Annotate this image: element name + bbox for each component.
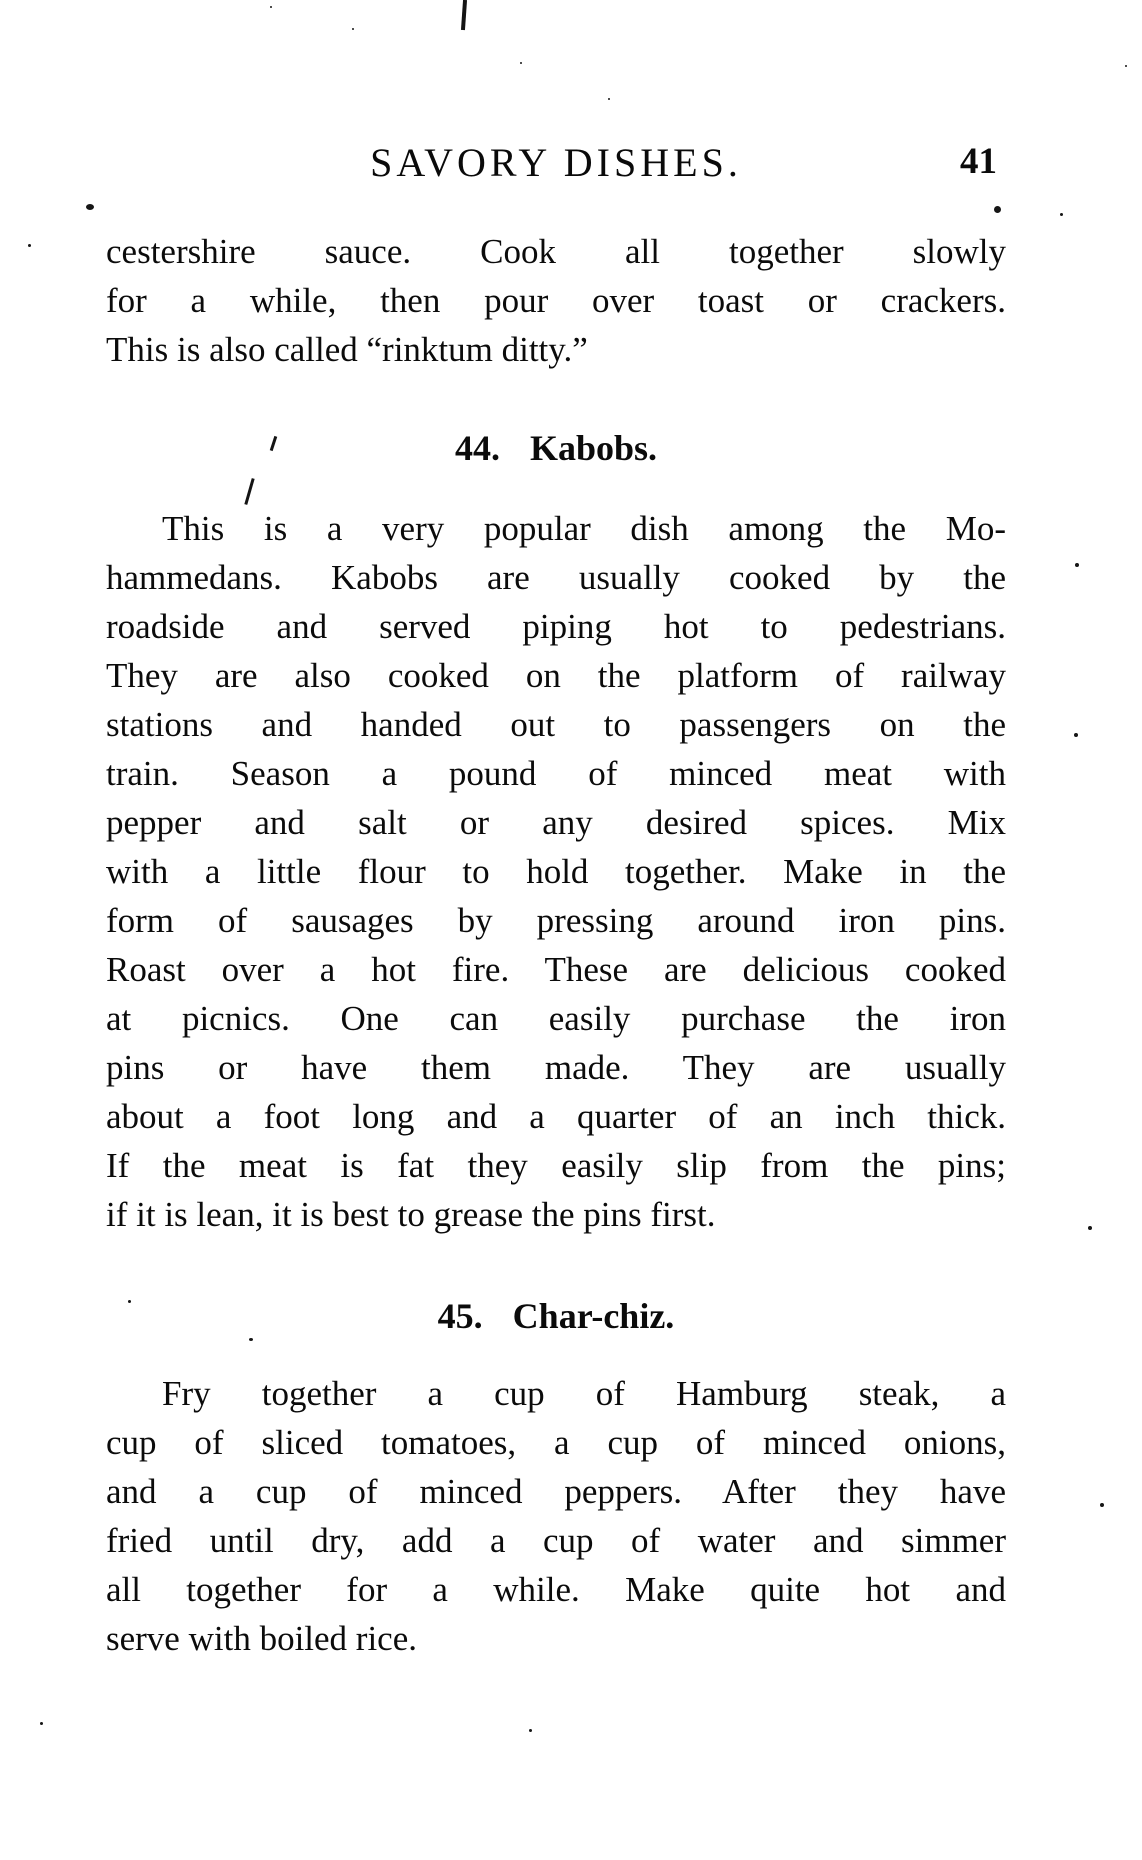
scan-artifact	[244, 478, 254, 505]
scan-artifact	[608, 98, 610, 100]
text-line: pins or have them made. They are usually	[106, 1048, 1006, 1087]
section-title: Char-chiz.	[512, 1296, 675, 1336]
scan-artifact	[1075, 563, 1079, 567]
text-line: at picnics. One can easily purchase the iron	[106, 999, 1006, 1038]
text-line: for a while, then pour over toast or crackers.	[106, 281, 1006, 320]
running-head	[106, 140, 1006, 190]
text-line: and a cup of minced peppers. After they have	[106, 1472, 1006, 1511]
text-line: If the meat is fat they easily slip from the pins;	[106, 1146, 1006, 1185]
scan-artifact	[128, 1300, 131, 1303]
section-number: 45.	[437, 1296, 483, 1336]
scan-artifact	[1100, 1503, 1104, 1507]
section-title: Kabobs.	[529, 428, 658, 468]
text-line: hammedans. Kabobs are usually cooked by the	[106, 558, 1006, 597]
scan-artifact	[1074, 733, 1078, 737]
text-line: Fry together a cup of Hamburg steak, a	[162, 1374, 1006, 1413]
text-line: They are also cooked on the platform of railway	[106, 656, 1006, 695]
text-line: with a little flour to hold together. Make in the	[106, 852, 1006, 891]
text-line: roadside and served piping hot to pedestrians.	[106, 607, 1006, 646]
kabobs-paragraph	[106, 504, 1006, 1239]
scan-artifact	[270, 6, 272, 8]
text-line: if it is lean, it is best to grease the pins first.	[106, 1195, 716, 1234]
scan-artifact	[520, 62, 522, 64]
continuation-paragraph	[106, 227, 1006, 374]
char-chiz-paragraph	[106, 1369, 1006, 1663]
scan-artifact	[1060, 213, 1063, 216]
text-line: This is a very popular dish among the Mo-	[162, 509, 1006, 548]
text-line: fried until dry, add a cup of water and simmer	[106, 1521, 1006, 1560]
scan-artifact	[249, 1338, 253, 1341]
scan-artifact	[352, 28, 354, 30]
text-line: stations and handed out to passengers on the	[106, 705, 1006, 744]
text-line: pepper and salt or any desired spices. Mix	[106, 803, 1006, 842]
text-line: serve with boiled rice.	[106, 1619, 418, 1658]
text-line: cestershire sauce. Cook all together slowly	[106, 232, 1006, 271]
page-number: 41	[960, 141, 997, 182]
section-heading-kabobs	[106, 426, 1006, 470]
scan-artifact	[994, 206, 1001, 213]
text-line: about a foot long and a quarter of an inch thick.	[106, 1097, 1006, 1136]
text-line: all together for a while. Make quite hot and	[106, 1570, 1006, 1609]
scan-artifact	[28, 244, 31, 247]
text-line: Roast over a hot fire. These are delicious cooked	[106, 950, 1006, 989]
section-heading-char-chiz	[106, 1294, 1006, 1338]
section-number: 44.	[454, 428, 500, 468]
text-line: This is also called “rinktum ditty.”	[106, 330, 588, 369]
text-line: train. Season a pound of minced meat with	[106, 754, 1006, 793]
scan-artifact	[1088, 1226, 1092, 1230]
page-header-title: SAVORY DISHES.	[370, 140, 742, 185]
scan-artifact	[1125, 65, 1127, 67]
text-line: cup of sliced tomatoes, a cup of minced onions,	[106, 1423, 1006, 1462]
scan-artifact	[461, 0, 467, 30]
text-line: form of sausages by pressing around iron pins.	[106, 901, 1006, 940]
scan-artifact	[86, 204, 94, 210]
scan-artifact	[529, 1729, 532, 1732]
scan-artifact	[40, 1722, 43, 1725]
